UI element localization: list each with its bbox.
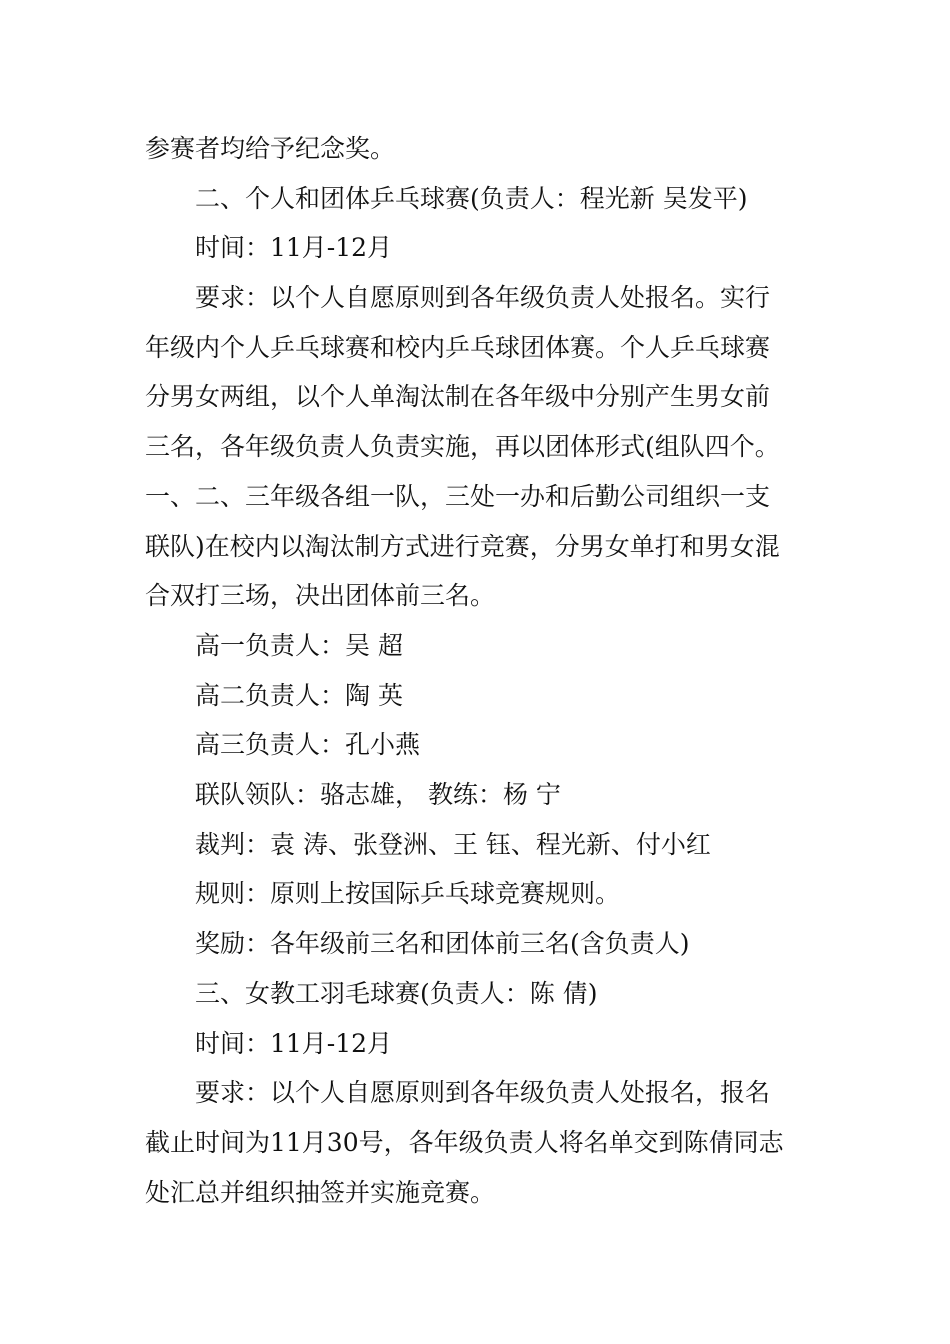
- paragraph-line: 联队)在校内以淘汰制方式进行竞赛，分男女单打和男女混: [145, 532, 780, 561]
- paragraph-line: 高二负责人：陶 英: [195, 681, 403, 710]
- paragraph-line: 联队领队：骆志雄， 教练：杨 宁: [195, 780, 561, 809]
- paragraph-line: 年级内个人乒乓球赛和校内乒乓球团体赛。个人乒乓球赛: [145, 333, 771, 362]
- paragraph-line: 一、二、三年级各组一队，三处一办和后勤公司组织一支: [145, 482, 771, 511]
- paragraph-line: 高三负责人：孔小燕: [195, 730, 421, 759]
- paragraph-line: 要求：以个人自愿原则到各年级负责人处报名。实行: [195, 283, 771, 312]
- paragraph-line: 三名，各年级负责人负责实施，再以团体形式(组队四个。: [145, 432, 780, 461]
- paragraph-line: 奖励：各年级前三名和团体前三名(含负责人): [195, 929, 690, 958]
- paragraph-line: 裁判：袁 涛、张登洲、王 钰、程光新、付小红: [195, 830, 711, 859]
- paragraph-line: 截止时间为11月30号，各年级负责人将名单交到陈倩同志: [145, 1128, 784, 1157]
- section-heading: 三、女教工羽毛球赛(负责人：陈 倩): [195, 979, 598, 1008]
- paragraph-line: 要求：以个人自愿原则到各年级负责人处报名，报名: [195, 1078, 771, 1107]
- paragraph-line: 处汇总并组织抽签并实施竞赛。: [145, 1178, 496, 1207]
- paragraph-line: 规则：原则上按国际乒乓球竞赛规则。: [195, 879, 621, 908]
- paragraph-line: 分男女两组，以个人单淘汰制在各年级中分别产生男女前: [145, 382, 771, 411]
- paragraph-line: 高一负责人：吴 超: [195, 631, 403, 660]
- paragraph-line: 时间：11月-12月: [195, 233, 393, 262]
- paragraph-line: 合双打三场，决出团体前三名。: [145, 581, 496, 610]
- paragraph-line: 参赛者均给予纪念奖。: [145, 134, 396, 163]
- section-heading: 二、个人和团体乒乓球赛(负责人：程光新 吴发平): [195, 184, 748, 213]
- paragraph-line: 时间：11月-12月: [195, 1029, 393, 1058]
